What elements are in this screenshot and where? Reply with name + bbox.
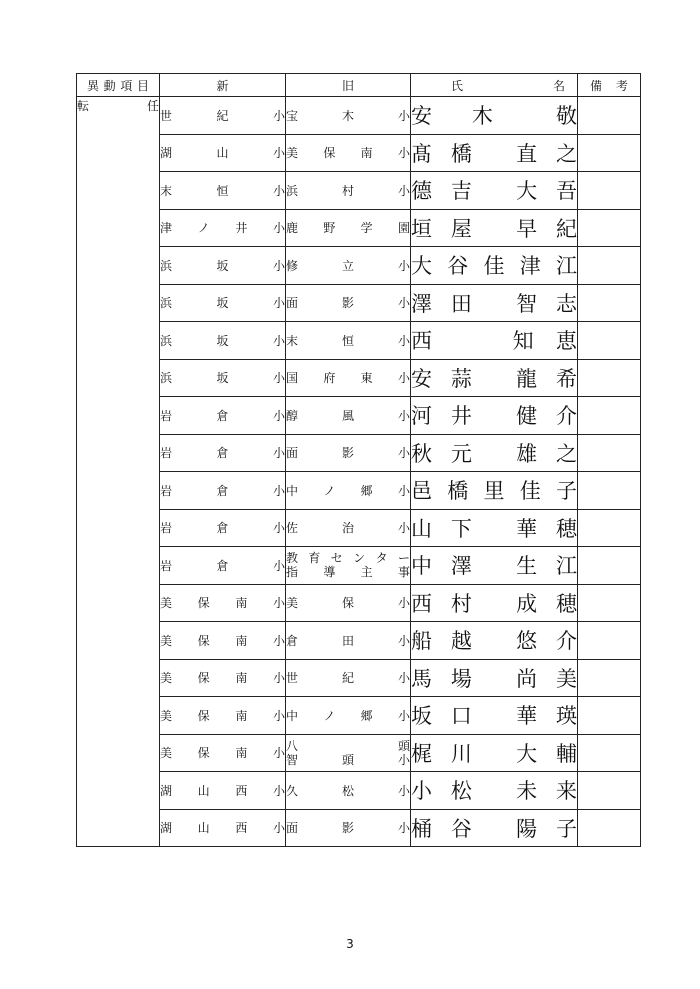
table-row: [77, 134, 641, 172]
header-new: 新: [160, 74, 286, 97]
person-name: 髙 橋 直 之: [411, 141, 577, 166]
old-school: 面 影 小: [286, 821, 410, 836]
person-name-cell: [411, 772, 578, 810]
new-school-cell: [160, 734, 286, 772]
person-name: 大 谷 佳 津 江: [411, 254, 577, 279]
new-school: 末 恒 小: [160, 183, 285, 198]
new-school: 世 紀 小: [160, 108, 285, 123]
new-school: 湖 山 西 小: [160, 821, 285, 836]
old-school-line: 智 頭 小: [286, 752, 410, 767]
person-name-cell: [411, 509, 578, 547]
new-school: 湖 山 西 小: [160, 783, 285, 798]
person-name-cell: [411, 247, 578, 285]
new-school-cell: [160, 509, 286, 547]
person-name-cell: [411, 434, 578, 472]
table-row: [77, 472, 641, 510]
table-row: [77, 322, 641, 360]
old-school: 宝 木 小: [286, 108, 410, 123]
note-cell: [578, 472, 641, 510]
old-school: 美 保 小: [286, 596, 410, 611]
person-name: 坂 口 華 瑛: [411, 704, 577, 729]
new-school: 浜 坂 小: [160, 333, 285, 348]
old-school-cell: [286, 134, 411, 172]
person-name: 安 木 敬: [411, 104, 577, 129]
table-row: [77, 772, 641, 810]
table-row: [77, 397, 641, 435]
person-name: 德 吉 大 吾: [411, 179, 577, 204]
new-school: 美 保 南 小: [160, 746, 285, 761]
new-school-cell: [160, 284, 286, 322]
new-school-cell: [160, 434, 286, 472]
note-cell: [578, 434, 641, 472]
old-school: 面 影 小: [286, 446, 410, 461]
person-name-cell: [411, 622, 578, 660]
person-name: 山 下 華 穂: [411, 516, 577, 541]
table-row: [77, 247, 641, 285]
person-name: 小 松 未 来: [411, 779, 577, 804]
note-cell: [578, 509, 641, 547]
table-row: [77, 509, 641, 547]
new-school: 浜 坂 小: [160, 258, 285, 273]
new-school-cell: [160, 697, 286, 735]
note-cell: [578, 584, 641, 622]
old-school-cell: [286, 209, 411, 247]
person-name: 船 越 悠 介: [411, 629, 577, 654]
old-school-cell: [286, 97, 411, 135]
table-row: [77, 97, 641, 135]
new-school-cell: [160, 622, 286, 660]
new-school-cell: [160, 172, 286, 210]
old-school-cell: [286, 322, 411, 360]
page-number: 3: [346, 937, 354, 951]
old-school-line: 教 育 セ ン タ ー: [286, 551, 410, 566]
header-old: 旧: [286, 74, 411, 97]
old-school-cell: [286, 622, 411, 660]
old-school-cell: [286, 284, 411, 322]
old-school-cell: [286, 697, 411, 735]
note-cell: [578, 359, 641, 397]
old-school: 中 ノ 郷 小: [286, 708, 410, 723]
old-school: 国 府 東 小: [286, 371, 410, 386]
old-school: 浜 村 小: [286, 183, 410, 198]
new-school: 浜 坂 小: [160, 296, 285, 311]
new-school-cell: [160, 809, 286, 847]
table-row: [77, 622, 641, 660]
new-school: 美 保 南 小: [160, 633, 285, 648]
header-move: 異 動 項 目: [77, 74, 160, 97]
new-school-cell: [160, 547, 286, 585]
new-school: 美 保 南 小: [160, 596, 285, 611]
old-school: 末 恒 小: [286, 333, 410, 348]
note-cell: [578, 97, 641, 135]
person-name-cell: [411, 659, 578, 697]
new-school-cell: [160, 209, 286, 247]
old-school: 久 松 小: [286, 783, 410, 798]
note-cell: [578, 547, 641, 585]
person-name-cell: [411, 397, 578, 435]
old-school-cell: [286, 472, 411, 510]
note-cell: [578, 734, 641, 772]
note-cell: [578, 809, 641, 847]
note-cell: [578, 172, 641, 210]
new-school: 湖 山 小: [160, 146, 285, 161]
old-school: 中 ノ 郷 小: [286, 483, 410, 498]
table-row: [77, 809, 641, 847]
old-school: 倉 田 小: [286, 633, 410, 648]
new-school-cell: [160, 247, 286, 285]
new-school-cell: [160, 584, 286, 622]
person-name: 中 澤 生 江: [411, 554, 577, 579]
person-name-cell: [411, 97, 578, 135]
header-row: [77, 74, 641, 97]
person-name-cell: [411, 359, 578, 397]
old-school-cell: [286, 659, 411, 697]
table-row: [77, 172, 641, 210]
note-cell: [578, 209, 641, 247]
old-school-cell: [286, 734, 411, 772]
table-row: [77, 584, 641, 622]
table-row: [77, 434, 641, 472]
table-row: [77, 359, 641, 397]
new-school: 岩 倉 小: [160, 446, 285, 461]
new-school: 美 保 南 小: [160, 671, 285, 686]
person-name-cell: [411, 209, 578, 247]
person-name-cell: [411, 134, 578, 172]
person-name: 河 井 健 介: [411, 404, 577, 429]
note-cell: [578, 284, 641, 322]
old-school: 醇 風 小: [286, 408, 410, 423]
person-name: 垣 屋 早 紀: [411, 216, 577, 241]
old-school: 鹿 野 学 園: [286, 221, 410, 236]
table-row: [77, 209, 641, 247]
table-row: [77, 734, 641, 772]
note-cell: [578, 697, 641, 735]
person-name-cell: [411, 734, 578, 772]
note-cell: [578, 622, 641, 660]
old-school: 佐 治 小: [286, 521, 410, 536]
person-name-cell: [411, 547, 578, 585]
move-type: 転 任: [77, 99, 159, 113]
person-name: 澤 田 智 志: [411, 291, 577, 316]
person-name-cell: [411, 284, 578, 322]
new-school: 岩 倉 小: [160, 483, 285, 498]
person-name-cell: [411, 172, 578, 210]
new-school-cell: [160, 359, 286, 397]
new-school-cell: [160, 659, 286, 697]
table-row: [77, 697, 641, 735]
table-row: [77, 547, 641, 585]
note-cell: [578, 397, 641, 435]
new-school-cell: [160, 322, 286, 360]
old-school-line: 八 頭: [286, 738, 410, 753]
new-school: 浜 坂 小: [160, 371, 285, 386]
old-school: 面 影 小: [286, 296, 410, 311]
person-name: 梶 川 大 輔: [411, 741, 577, 766]
header-name: 氏 名: [411, 74, 578, 97]
note-cell: [578, 322, 641, 360]
new-school-cell: [160, 772, 286, 810]
old-school-line: 指 導 主 事: [286, 565, 410, 580]
old-school: 世 紀 小: [286, 671, 410, 686]
person-name-cell: [411, 584, 578, 622]
old-school-cell: [286, 809, 411, 847]
person-name: 西 村 成 穂: [411, 591, 577, 616]
person-name-cell: [411, 809, 578, 847]
new-school-cell: [160, 472, 286, 510]
new-school: 岩 倉 小: [160, 408, 285, 423]
old-school-cell: [286, 772, 411, 810]
person-name: 秋 元 雄 之: [411, 441, 577, 466]
note-cell: [578, 247, 641, 285]
table-row: [77, 659, 641, 697]
new-school-cell: [160, 134, 286, 172]
old-school-cell: [286, 584, 411, 622]
new-school: 美 保 南 小: [160, 708, 285, 723]
old-school-cell: [286, 172, 411, 210]
person-name-cell: [411, 472, 578, 510]
old-school-cell: [286, 509, 411, 547]
person-name: 桶 谷 陽 子: [411, 816, 577, 841]
note-cell: [578, 659, 641, 697]
person-name: 西 知 恵: [411, 329, 577, 354]
old-school-cell: [286, 359, 411, 397]
person-name-cell: [411, 322, 578, 360]
old-school-cell: [286, 547, 411, 585]
new-school-cell: [160, 397, 286, 435]
person-name: 邑 橋 里 佳 子: [411, 479, 577, 504]
new-school: 岩 倉 小: [160, 558, 285, 573]
old-school-cell: [286, 247, 411, 285]
move-type-cell: [77, 97, 160, 847]
old-school-cell: [286, 434, 411, 472]
new-school-cell: [160, 97, 286, 135]
new-school: 津 ノ 井 小: [160, 221, 285, 236]
old-school-cell: [286, 397, 411, 435]
header-note: 備 考: [578, 74, 641, 97]
person-name: 安 蒜 龍 希: [411, 366, 577, 391]
note-cell: [578, 772, 641, 810]
old-school: 修 立 小: [286, 258, 410, 273]
transfer-table: [76, 73, 641, 847]
table-row: [77, 284, 641, 322]
person-name-cell: [411, 697, 578, 735]
new-school: 岩 倉 小: [160, 521, 285, 536]
person-name: 馬 場 尚 美: [411, 666, 577, 691]
note-cell: [578, 134, 641, 172]
old-school: 美 保 南 小: [286, 146, 410, 161]
